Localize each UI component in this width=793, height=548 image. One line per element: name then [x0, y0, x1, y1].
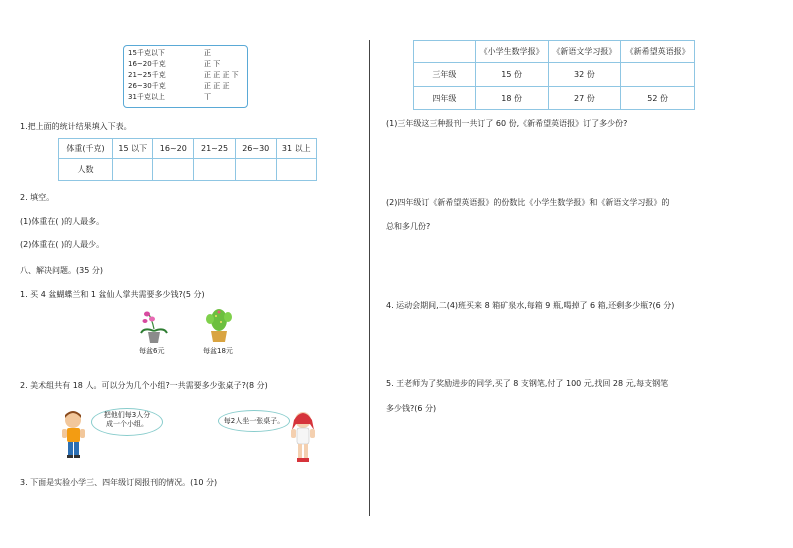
- boy-speech-text: 把他们每3人分成一个小组。: [103, 411, 151, 428]
- table-cell: 27 份: [548, 87, 621, 110]
- table-row: [414, 87, 695, 110]
- table-cell: 15 份: [475, 63, 548, 87]
- table-cell: 三年级: [414, 63, 476, 87]
- answer-cell[interactable]: [153, 159, 194, 181]
- problem-3-question-2: (2)四年级订《新希望英语报》的份数比《小学生数学报》和《新语文学习报》的: [386, 198, 670, 207]
- problem-1: 1. 买 4 盆蝴蝶兰和 1 盆仙人掌共需要多少钱?(5 分): [20, 290, 205, 299]
- orchid-price: 每盆6元: [139, 347, 165, 355]
- problem-2: 2. 美术组共有 18 人。可以分为几个小组?一共需要多少张桌子?(8 分): [20, 381, 268, 390]
- question-2-label: 2. 填空。: [20, 193, 55, 202]
- table-header: 15 以下: [113, 139, 153, 159]
- orchid-icon: [138, 307, 170, 345]
- table-cell: 18 份: [475, 87, 548, 110]
- tally-box: [123, 45, 248, 108]
- problem-4: 4. 运动会期间,二(4)班买来 8 箱矿泉水,每箱 9 瓶,喝掉了 6 箱,还剩多少瓶?(6 分): [386, 301, 675, 310]
- problem-3: 3. 下面是实验小学三、四年级订阅报刊的情况。(10 分): [20, 478, 218, 487]
- table-header: 26~30: [235, 139, 276, 159]
- section-8-heading: 八、解决问题。(35 分): [20, 266, 103, 275]
- table-header: 31 以上: [276, 139, 316, 159]
- girl-speech-bubble: [218, 410, 290, 432]
- answer-cell[interactable]: [113, 159, 153, 181]
- table-header: 《小学生数学报》: [475, 41, 548, 63]
- tally-row: 31千克以上 丅: [128, 93, 211, 101]
- tally-row: 16~20千克 正 下: [128, 60, 221, 68]
- girl-icon: [288, 408, 318, 464]
- answer-cell[interactable]: [235, 159, 276, 181]
- weight-table: [58, 138, 317, 181]
- boy-speech-bubble: [91, 408, 163, 436]
- answer-cell[interactable]: [276, 159, 316, 181]
- fill-blank-2: (2)体重在( )的人最少。: [20, 240, 105, 249]
- table-cell: [621, 63, 695, 87]
- table-header: 《新语文学习报》: [548, 41, 621, 63]
- cactus-price: 每盆18元: [203, 347, 233, 355]
- table-cell: 52 份: [621, 87, 695, 110]
- tally-row: 21~25千克 正 正 正 下: [128, 71, 239, 79]
- problem-5-cont: 多少钱?(6 分): [386, 404, 437, 413]
- table-header: 16~20: [153, 139, 194, 159]
- tally-row: 26~30千克 正 正 正: [128, 82, 230, 90]
- cactus-icon: [203, 306, 235, 344]
- table-header: 21~25: [194, 139, 236, 159]
- problem-3-question-1: (1)三年级这三种报刊一共订了 60 份,《新希望英语报》订了多少份?: [386, 119, 628, 128]
- answer-cell[interactable]: [194, 159, 236, 181]
- fill-blank-1: (1)体重在( )的人最多。: [20, 217, 105, 226]
- boy-icon: [58, 408, 90, 460]
- table-row-label: 人数: [59, 159, 113, 181]
- table-header: 《新希望英语报》: [621, 41, 695, 63]
- table-header: [414, 41, 476, 63]
- table-cell: 四年级: [414, 87, 476, 110]
- question-1-label: 1.把上面的统计结果填入下表。: [20, 122, 132, 131]
- problem-5: 5. 王老师为了奖励进步的同学,买了 8 支钢笔,付了 100 元,找回 28 元,每支钢笔: [386, 379, 669, 388]
- table-cell: 32 份: [548, 63, 621, 87]
- table-row: [414, 63, 695, 87]
- tally-row: 15千克以下 正: [128, 49, 211, 57]
- newspaper-table: [413, 40, 695, 110]
- problem-3-question-2-cont: 总和多几份?: [386, 222, 431, 231]
- girl-speech-text: 每2人坐一张桌子。: [223, 417, 285, 425]
- column-divider: [369, 40, 370, 516]
- table-header: 体重(千克): [59, 139, 113, 159]
